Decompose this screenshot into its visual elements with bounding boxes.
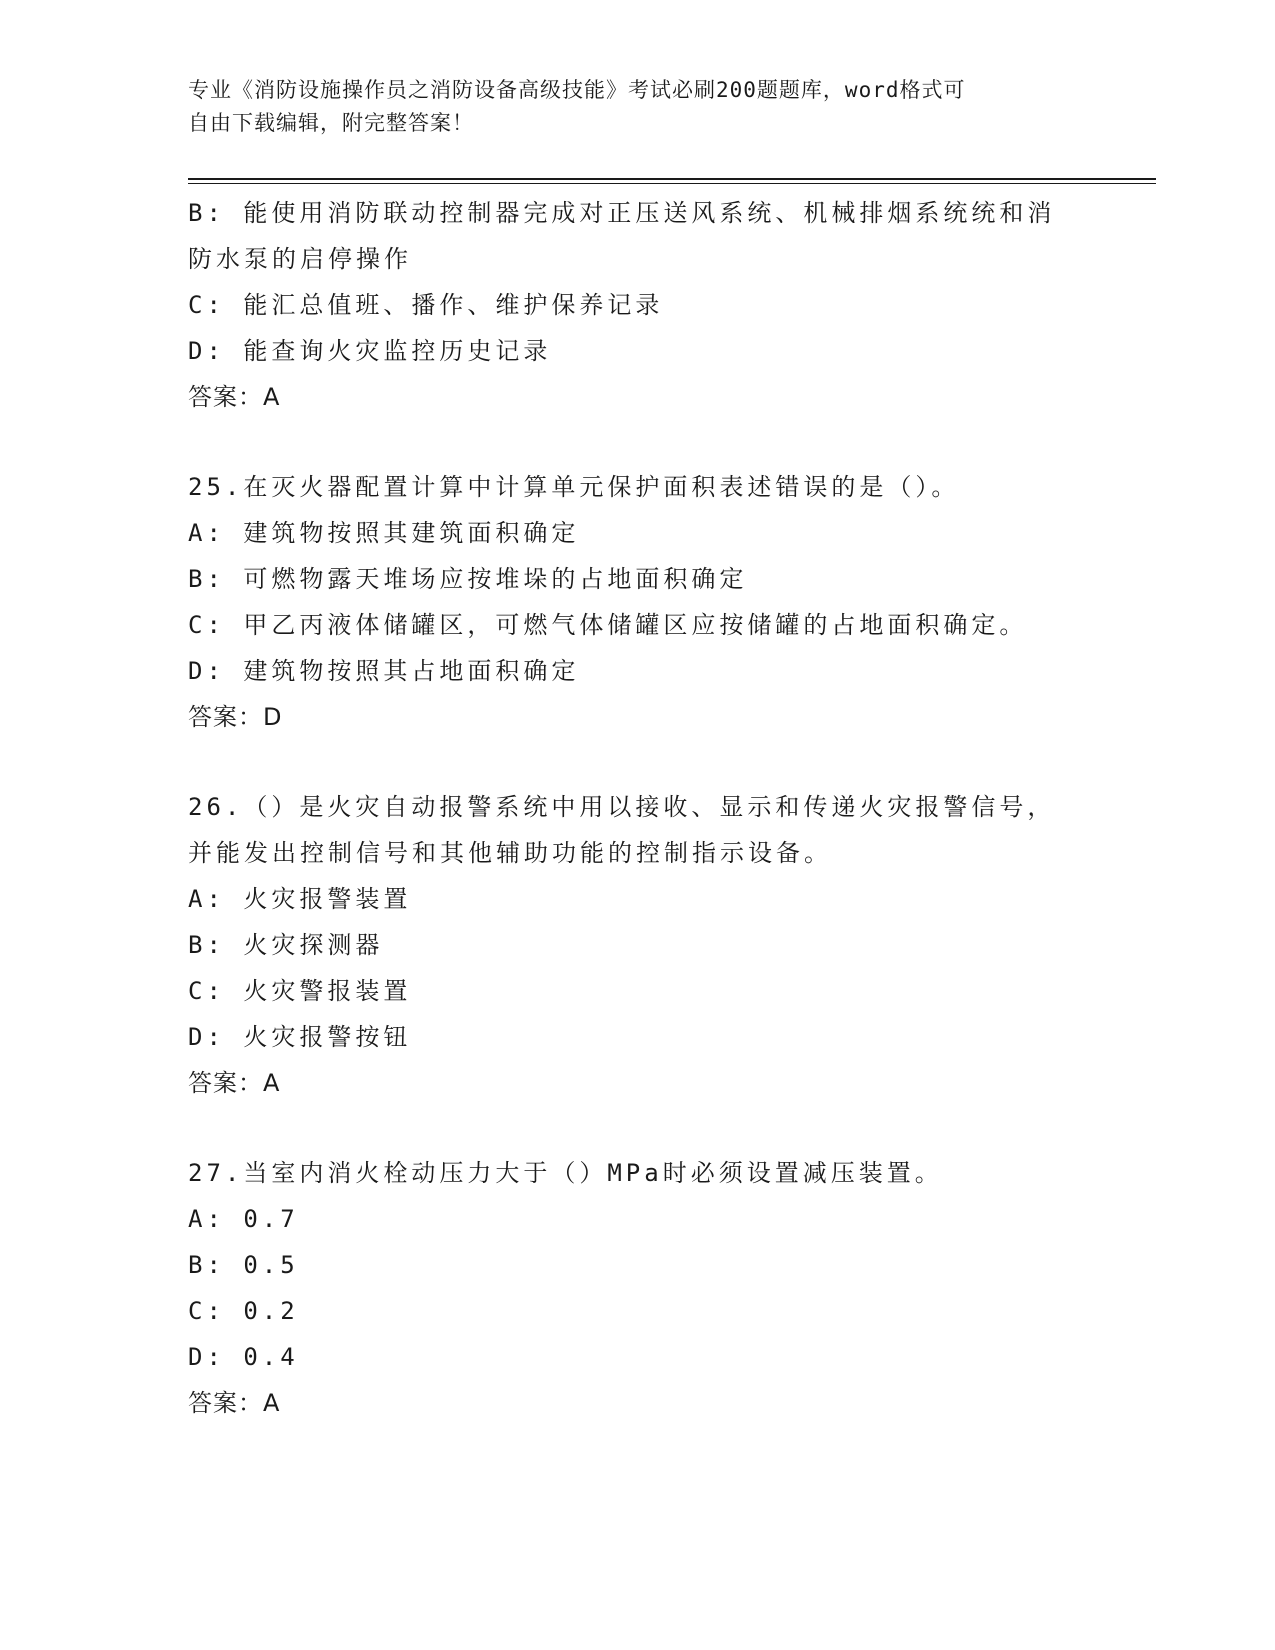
header-divider: [188, 178, 1156, 184]
spacer: [188, 1106, 1148, 1150]
question-stem-line-2: 并能发出控制信号和其他辅助功能的控制指示设备。: [188, 839, 832, 867]
question-26: [188, 784, 1148, 1106]
answer-line: 答案：A: [188, 383, 281, 411]
option-b: B: 0.5: [188, 1251, 299, 1279]
option-a: A: 0.7: [188, 1205, 299, 1233]
option-d: D: 0.4: [188, 1343, 299, 1371]
option-b: B: 火灾探测器: [188, 931, 384, 959]
question-27: [188, 1150, 1148, 1426]
answer-line: 答案：D: [188, 703, 283, 731]
option-d: D: 火灾报警按钮: [188, 1023, 412, 1051]
option-a: A: 火灾报警装置: [188, 885, 412, 913]
header-line-1: 专业《消防设施操作员之消防设备高级技能》考试必刷200题题库，word格式可: [188, 78, 966, 102]
spacer: [188, 740, 1148, 784]
header-line-2: 自由下载编辑，附完整答案！: [188, 111, 474, 135]
question-stem-line-1: 26.（）是火灾自动报警系统中用以接收、显示和传递火灾报警信号，: [188, 793, 1056, 821]
option-b-line-2: 防水泵的启停操作: [188, 245, 412, 273]
question-list: [188, 190, 1148, 1426]
option-c: C: 0.2: [188, 1297, 299, 1325]
document-header: [188, 74, 1088, 140]
question-stem: 25.在灭火器配置计算中计算单元保护面积表述错误的是（）。: [188, 473, 960, 501]
question-25: [188, 464, 1148, 740]
option-b-line-1: B: 能使用消防联动控制器完成对正压送风系统、机械排烟系统统和消: [188, 199, 1056, 227]
option-c: C: 火灾警报装置: [188, 977, 412, 1005]
answer-line: 答案：A: [188, 1389, 281, 1417]
option-c: C: 能汇总值班、播作、维护保养记录: [188, 291, 664, 319]
spacer: [188, 420, 1148, 464]
option-d: D: 建筑物按照其占地面积确定: [188, 657, 580, 685]
option-a: A: 建筑物按照其建筑面积确定: [188, 519, 580, 547]
option-d: D: 能查询火灾监控历史记录: [188, 337, 552, 365]
question-24-fragment: [188, 190, 1148, 420]
answer-line: 答案：A: [188, 1069, 281, 1097]
option-c: C: 甲乙丙液体储罐区，可燃气体储罐区应按储罐的占地面积确定。: [188, 611, 1028, 639]
option-b: B: 可燃物露天堆场应按堆垛的占地面积确定: [188, 565, 748, 593]
question-stem: 27.当室内消火栓动压力大于（）MPa时必须设置减压装置。: [188, 1159, 943, 1187]
